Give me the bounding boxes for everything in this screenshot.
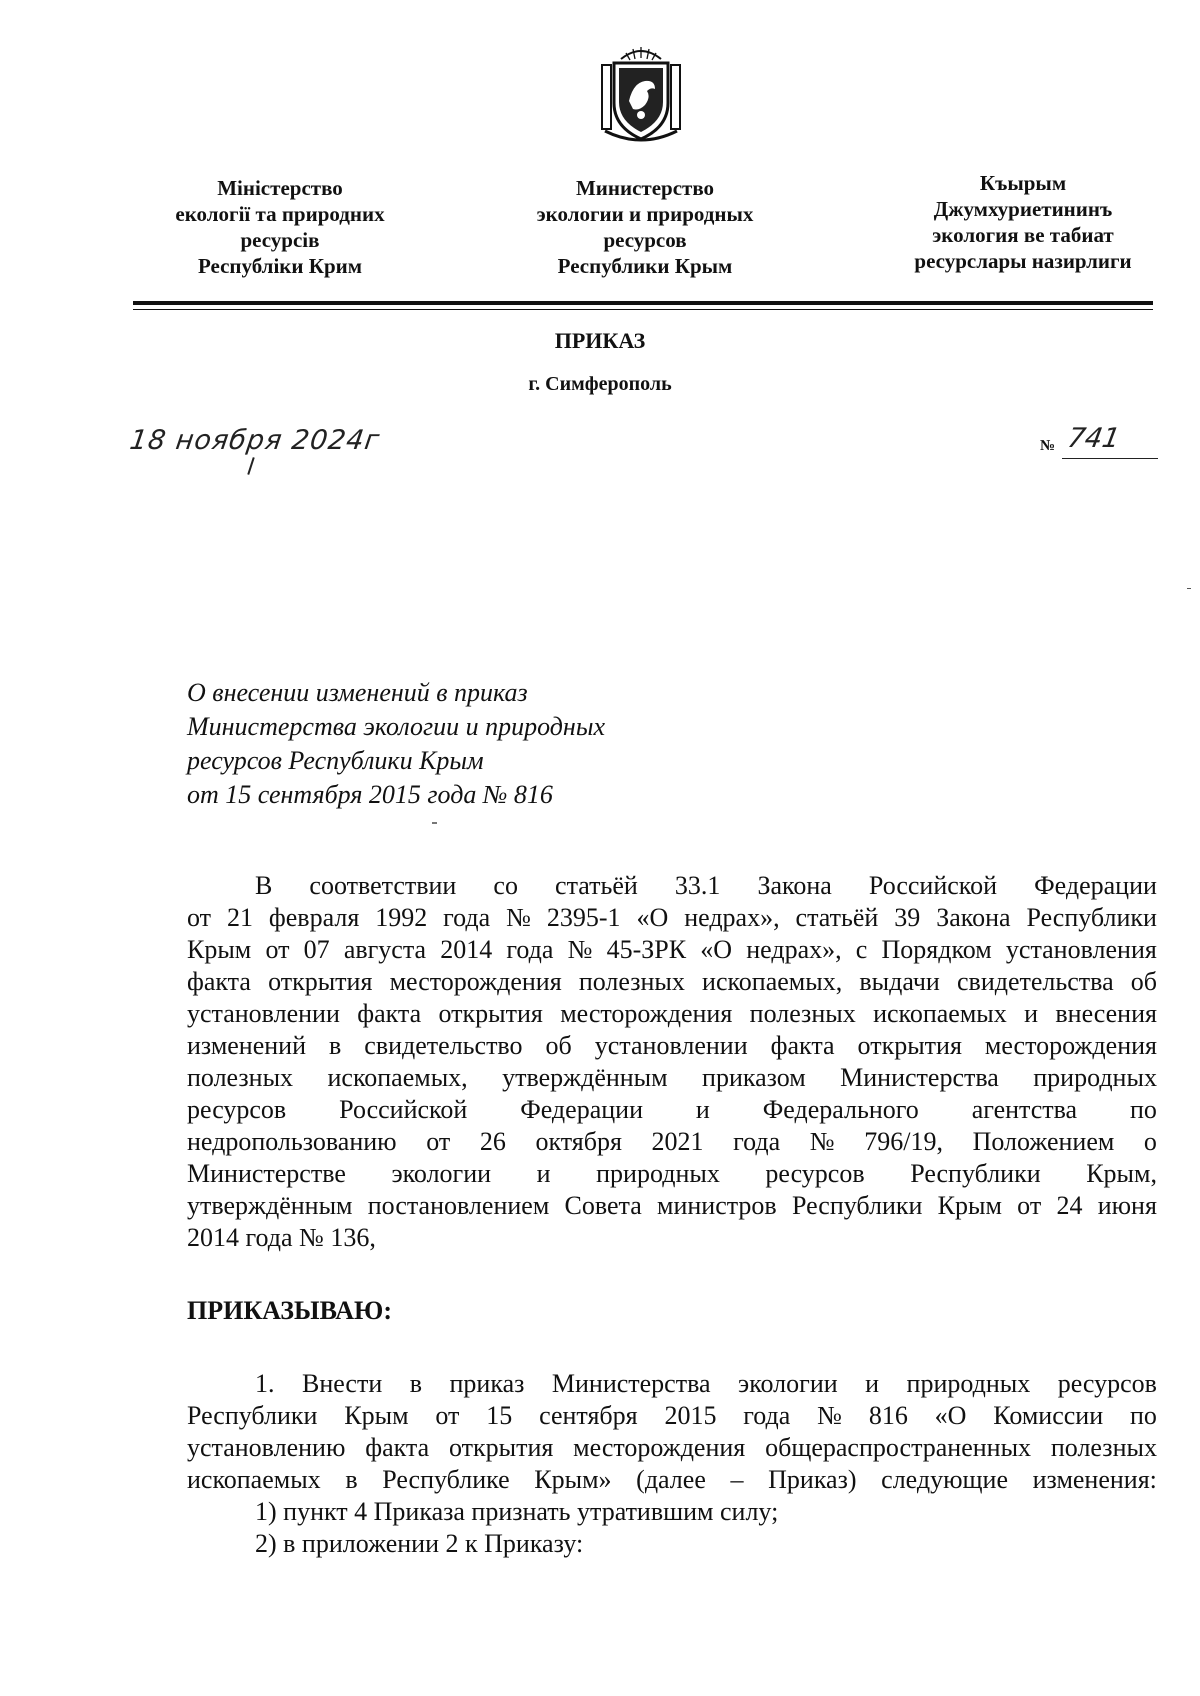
word: о <box>1143 1127 1157 1156</box>
word: изменения: <box>1032 1465 1157 1494</box>
paragraph-line <box>187 1126 1157 1158</box>
word: Крым» <box>534 1465 612 1494</box>
word: месторождения <box>573 1433 746 1462</box>
word: июня <box>1097 1191 1157 1220</box>
subject-line: О внесении изменений в приказ <box>187 678 528 707</box>
header-line: Къырым <box>979 171 1067 195</box>
word: установлении <box>594 1031 748 1060</box>
paragraph-line <box>187 1496 1157 1528</box>
word: 816 <box>868 1401 908 1430</box>
word: открытия <box>268 967 373 996</box>
header-line: ресурслары назирлиги <box>914 249 1132 273</box>
paragraph-text: 1) пункт 4 Приказа признать утратившим силу; <box>255 1497 779 1526</box>
paragraph-line <box>187 1062 1157 1094</box>
order-city: г. Симферополь <box>528 373 672 395</box>
paragraph-line <box>187 1368 1157 1400</box>
word: Министерстве <box>187 1159 346 1188</box>
word: министров <box>657 1191 777 1220</box>
word: утверждённым <box>502 1063 668 1092</box>
word: в <box>409 1369 423 1398</box>
word: от <box>435 1401 460 1430</box>
word: в <box>329 1031 342 1060</box>
word: от <box>187 903 212 932</box>
paragraph-line <box>187 966 1157 998</box>
word: августа <box>343 935 427 964</box>
paragraph-line <box>187 1528 1157 1560</box>
word: свидетельства <box>957 967 1114 996</box>
word: Министерства <box>551 1369 711 1398</box>
word: утверждённым <box>187 1191 353 1220</box>
word: открытия <box>448 1433 554 1462</box>
word: с <box>855 935 868 964</box>
subject-line: от 15 сентября 2015 года № 816 <box>187 780 553 809</box>
word: «О <box>636 903 669 932</box>
paragraph-line <box>187 1190 1157 1222</box>
header-divider-thick <box>133 301 1153 305</box>
word: 45-ЗРК <box>606 935 687 964</box>
word: года <box>443 903 491 932</box>
word: месторождения <box>560 999 733 1028</box>
header-line: Республики Крым <box>557 254 733 278</box>
paragraph-line <box>187 902 1157 934</box>
word: Республики <box>1026 903 1157 932</box>
paragraph-line <box>187 1400 1157 1432</box>
word: октября <box>535 1127 622 1156</box>
word: и <box>865 1369 880 1398</box>
header-line: Міністерство <box>217 176 343 200</box>
header-line: Джумхуриетининъ <box>933 197 1113 221</box>
word: экологии <box>738 1369 838 1398</box>
word: ресурсов <box>765 1159 865 1188</box>
word: № <box>809 1127 835 1156</box>
word: ископаемых <box>873 999 1007 1028</box>
header-line: экология ве табиат <box>932 223 1114 247</box>
word: следующие <box>881 1465 1008 1494</box>
header-crimean-tatar <box>878 170 1168 274</box>
word: 15 <box>486 1401 513 1430</box>
handwriting-stroke <box>247 457 254 475</box>
word: месторождения <box>389 967 562 996</box>
word: и <box>1024 999 1039 1028</box>
paragraph-line <box>187 998 1157 1030</box>
word: установлению <box>187 1433 346 1462</box>
word: от <box>426 1127 451 1156</box>
header-russian <box>500 175 790 279</box>
handwritten-date: 18 ноября 2024г <box>127 425 383 456</box>
paragraph-line <box>187 1222 1157 1254</box>
header-line: экологии и природных <box>536 202 754 226</box>
word: ископаемых, <box>702 967 843 996</box>
word: полезных <box>578 967 685 996</box>
word: Федерации <box>520 1095 643 1124</box>
word: года <box>506 935 554 964</box>
word: Приказ) <box>768 1465 857 1494</box>
word: месторождения <box>984 1031 1157 1060</box>
handwritten-number: 741 <box>1065 423 1123 454</box>
word: приказ <box>449 1369 525 1398</box>
word: «О <box>934 1401 967 1430</box>
word: – <box>730 1465 744 1494</box>
word: свидетельство <box>364 1031 523 1060</box>
word: 1992 <box>375 903 428 932</box>
header-divider-thin <box>133 309 1153 310</box>
word: ресурсов <box>187 1095 287 1124</box>
word: экологии <box>391 1159 492 1188</box>
word: Порядком <box>881 935 992 964</box>
scan-mark <box>1187 588 1191 589</box>
word: 2015 <box>664 1401 717 1430</box>
word: и <box>536 1159 551 1188</box>
paragraph-line <box>187 870 1157 902</box>
word: «О <box>700 935 733 964</box>
word: 2395-1 <box>546 903 621 932</box>
word: 33.1 <box>674 871 721 900</box>
header-line: Республіки Крим <box>197 254 363 278</box>
word: 26 <box>479 1127 506 1156</box>
word: факта <box>365 1433 430 1462</box>
header-line: екології та природних <box>175 202 385 226</box>
word: общераспространенных <box>765 1433 1032 1462</box>
paragraph-line <box>187 1464 1157 1496</box>
number-sign: № <box>1040 438 1056 454</box>
word: внесения <box>1055 999 1157 1028</box>
word: сентября <box>539 1401 638 1430</box>
word: Российской <box>868 871 998 900</box>
word: статьёй <box>795 903 879 932</box>
word: ископаемых, <box>327 1063 468 1092</box>
word: № <box>506 903 531 932</box>
word: агентства <box>971 1095 1078 1124</box>
word: факта <box>357 999 422 1028</box>
header-line: Министерство <box>575 176 715 200</box>
order-directive-heading: ПРИКАЗЫВАЮ: <box>187 1296 392 1325</box>
header-ukrainian <box>135 175 425 279</box>
word: Положением <box>972 1127 1115 1156</box>
word: Республики <box>187 1401 318 1430</box>
word: Крым <box>344 1401 409 1430</box>
word: 24 <box>1056 1191 1083 1220</box>
word: от <box>265 935 290 964</box>
paragraph-line <box>187 1030 1157 1062</box>
word: В <box>255 871 273 900</box>
word: открытия <box>857 1031 962 1060</box>
word: Министерства <box>840 1063 999 1092</box>
word: Комиссии <box>993 1401 1104 1430</box>
word: Крым, <box>1086 1159 1157 1188</box>
word: 39 <box>894 903 921 932</box>
word: установлении <box>187 999 340 1028</box>
word: Республики <box>791 1191 923 1220</box>
word: года <box>743 1401 791 1430</box>
word: 21 <box>226 903 253 932</box>
paragraph-text: 2014 года № 136, <box>187 1223 376 1252</box>
preamble-paragraph <box>187 870 1157 1254</box>
word: полезных <box>187 1063 294 1092</box>
word: Федерального <box>762 1095 919 1124</box>
word: (далее <box>636 1465 706 1494</box>
paragraph-line <box>187 934 1157 966</box>
word: февраля <box>268 903 360 932</box>
word: природных <box>1033 1063 1157 1092</box>
word: выдачи <box>859 967 940 996</box>
word: полезных <box>749 999 856 1028</box>
word: Республике <box>382 1465 510 1494</box>
word: постановлением <box>367 1191 550 1220</box>
word: Крым <box>937 1191 1002 1220</box>
word: факта <box>187 967 251 996</box>
word: 2021 <box>651 1127 704 1156</box>
word: Крым <box>187 935 252 964</box>
paragraph-line <box>187 1158 1157 1190</box>
word: ископаемых <box>187 1465 321 1494</box>
word: № <box>567 935 593 964</box>
scan-mark <box>432 822 437 824</box>
word: № <box>817 1401 842 1430</box>
word: 796/19, <box>864 1127 943 1156</box>
word: Внести <box>301 1369 383 1398</box>
paragraph-line <box>187 1094 1157 1126</box>
paragraph-line <box>187 1432 1157 1464</box>
word: природных <box>596 1159 720 1188</box>
header-line: ресурсів <box>240 228 320 252</box>
subject-line: ресурсов Республики Крым <box>187 746 484 775</box>
word: приказом <box>702 1063 806 1092</box>
paragraph-text: 2) в приложении 2 к Приказу: <box>255 1529 584 1558</box>
word: изменений <box>187 1031 307 1060</box>
word: от <box>1017 1191 1042 1220</box>
order-item-paragraph <box>187 1368 1157 1560</box>
word: ресурсов <box>1057 1369 1157 1398</box>
word: Совета <box>564 1191 642 1220</box>
word: со <box>493 871 518 900</box>
order-subject <box>187 676 605 812</box>
word: 07 <box>303 935 330 964</box>
word: установления <box>1005 935 1157 964</box>
word: природных <box>906 1369 1031 1398</box>
word: соответствии <box>309 871 457 900</box>
word: об <box>545 1031 572 1060</box>
word: по <box>1130 1095 1157 1124</box>
word: по <box>1129 1401 1157 1430</box>
word: недропользованию <box>187 1127 397 1156</box>
word: Республики <box>910 1159 1041 1188</box>
word: Российской <box>339 1095 468 1124</box>
word: Федерации <box>1034 871 1157 900</box>
word: Закона <box>936 903 1011 932</box>
word: в <box>345 1465 358 1494</box>
word: Закона <box>757 871 832 900</box>
word: факта <box>770 1031 835 1060</box>
word: недрах», <box>746 935 842 964</box>
word: статьёй <box>555 871 638 900</box>
header-line: ресурсов <box>603 228 687 252</box>
order-title: ПРИКАЗ <box>554 328 646 353</box>
number-underline <box>1062 458 1158 459</box>
word: недрах», <box>684 903 780 932</box>
subject-line: Министерства экологии и природных <box>187 712 605 741</box>
word: открытия <box>438 999 543 1028</box>
word: полезных <box>1050 1433 1157 1462</box>
word: об <box>1130 967 1157 996</box>
coat-of-arms-icon <box>599 45 683 147</box>
word: 1. <box>255 1369 275 1398</box>
word: 2014 <box>440 935 493 964</box>
word: и <box>695 1095 710 1124</box>
word: года <box>733 1127 781 1156</box>
